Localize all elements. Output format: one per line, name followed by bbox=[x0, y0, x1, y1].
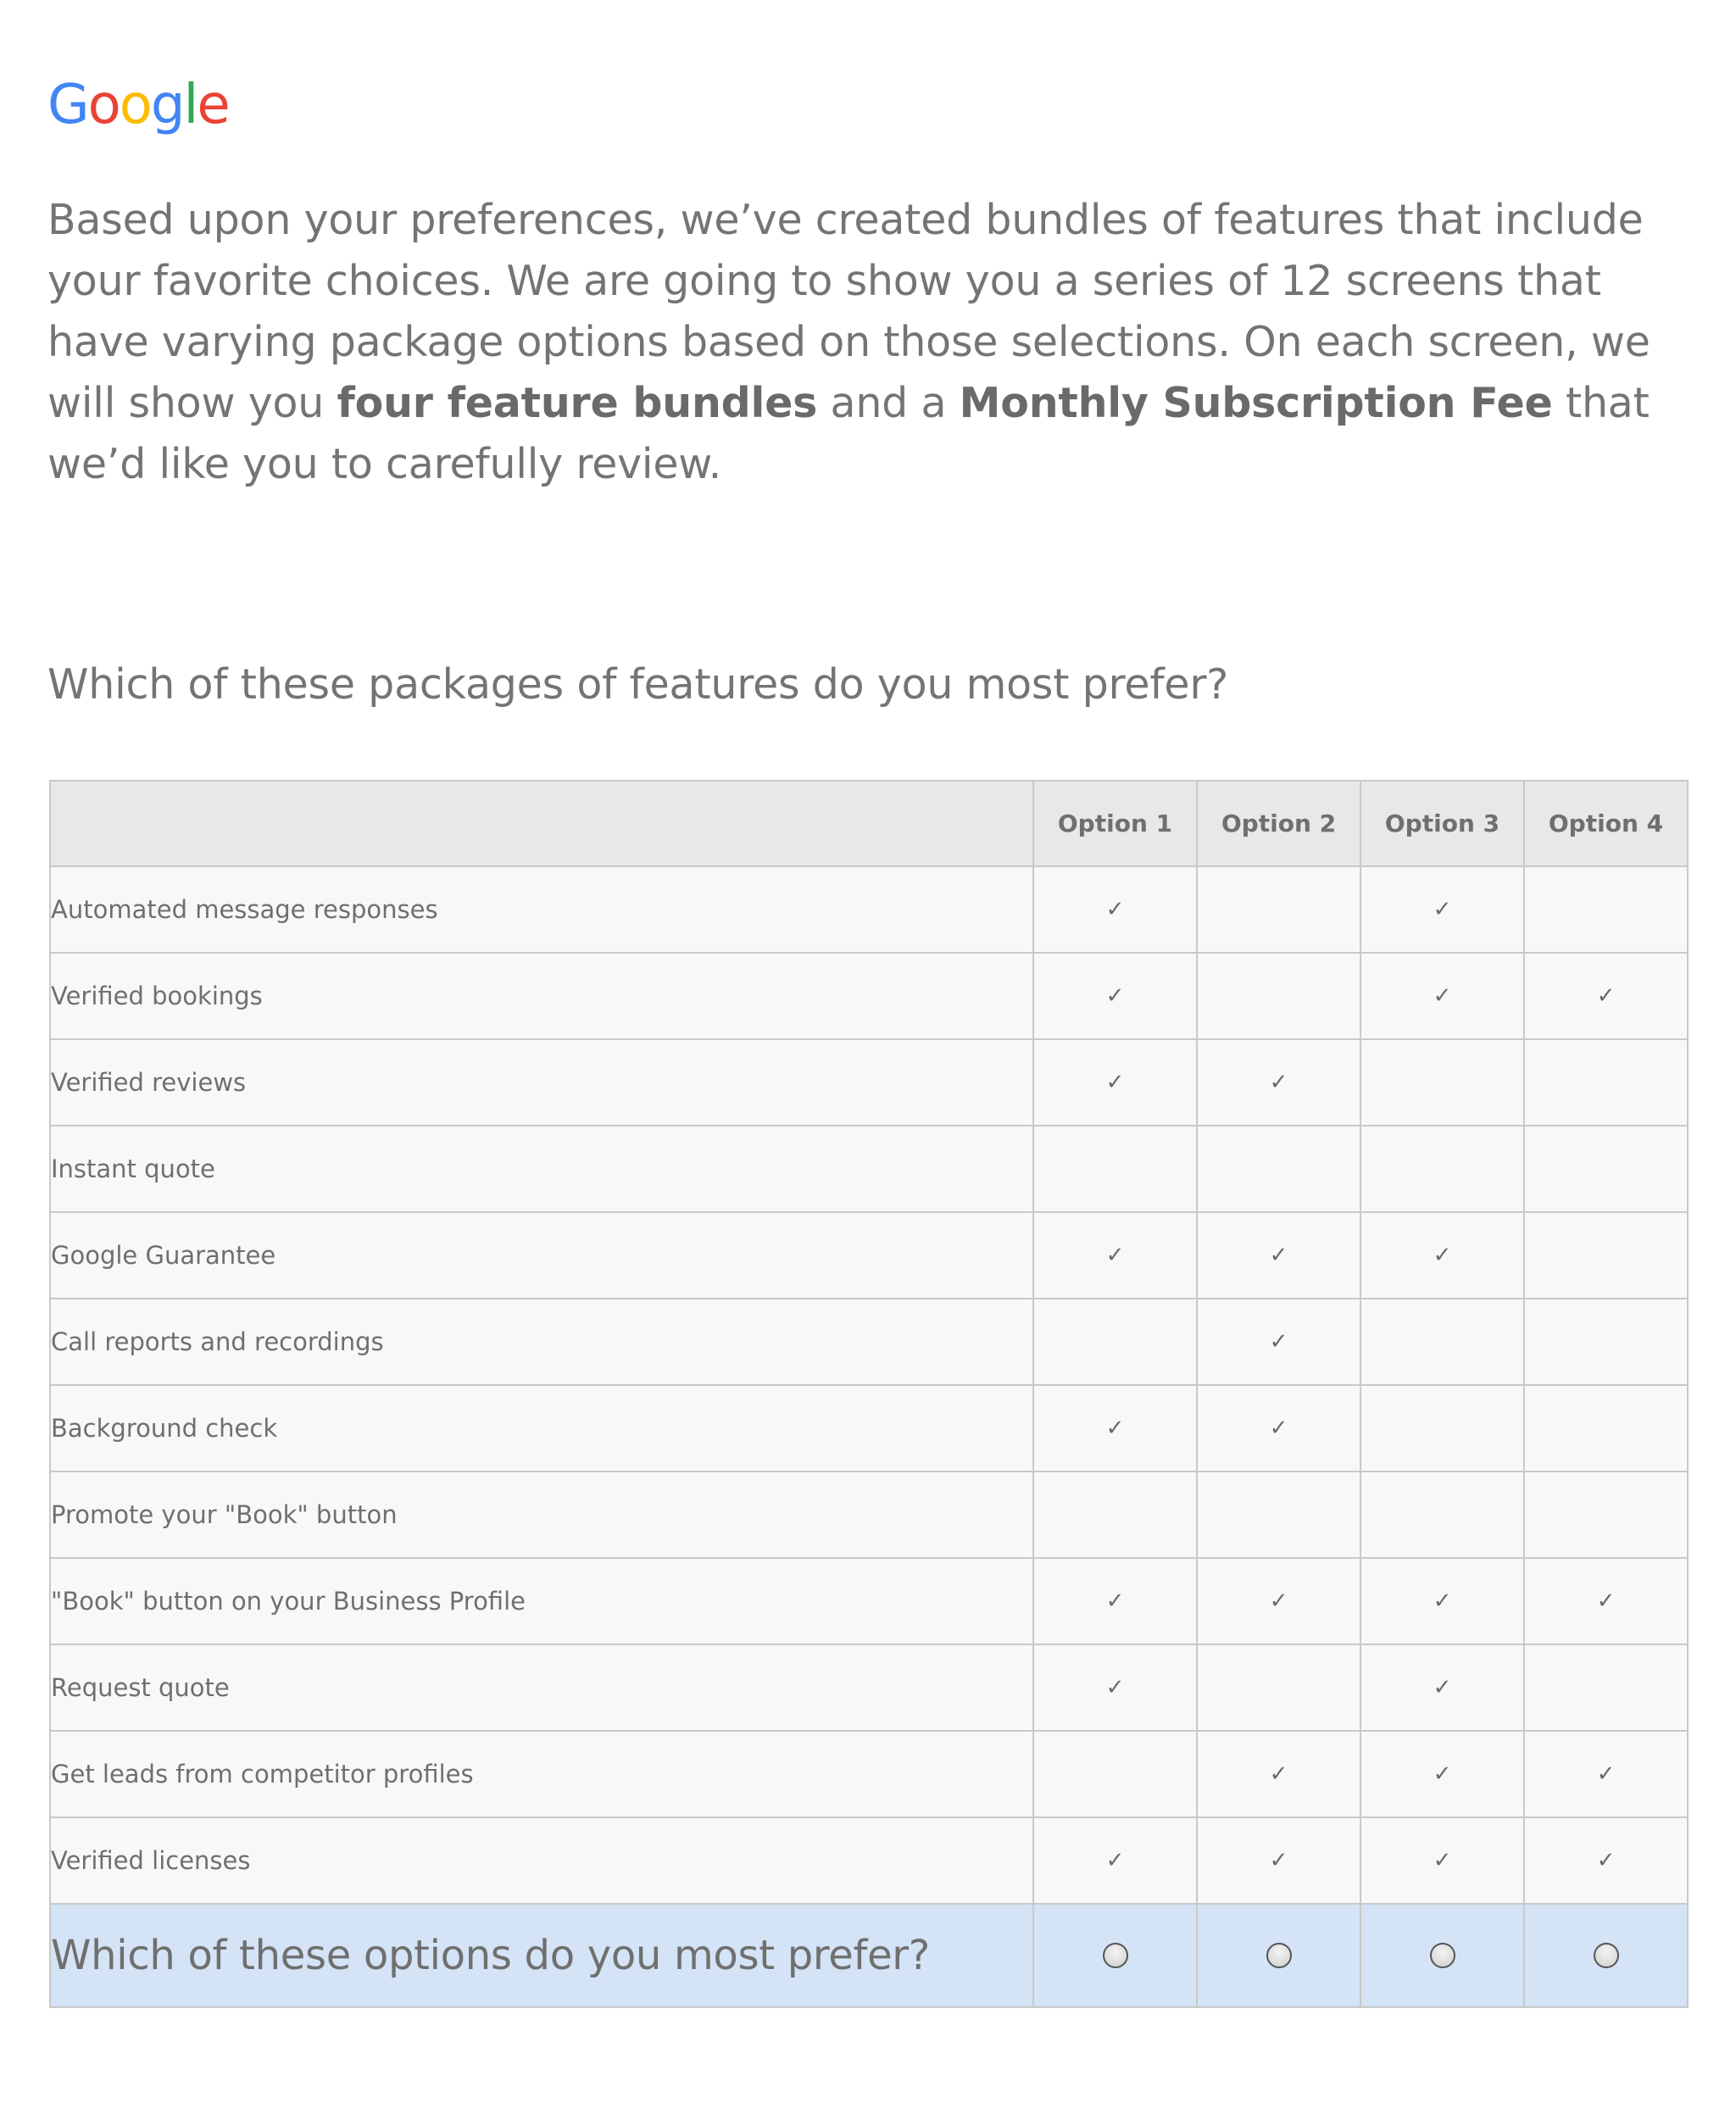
checkmark-icon: ✓ bbox=[1105, 1588, 1125, 1614]
logo-letter: G bbox=[47, 74, 88, 136]
option-2-cell bbox=[1197, 1644, 1360, 1731]
option-1-cell bbox=[1033, 1299, 1197, 1385]
option-3-cell bbox=[1360, 1039, 1524, 1126]
checkmark-icon: ✓ bbox=[1269, 1848, 1288, 1873]
header-option-2: Option 2 bbox=[1197, 781, 1360, 866]
intro-bold-subscription-fee: Monthly Subscription Fee bbox=[959, 379, 1553, 427]
option-4-cell bbox=[1524, 866, 1688, 953]
checkmark-icon: ✓ bbox=[1433, 1243, 1452, 1268]
feature-comparison-table bbox=[49, 780, 1689, 2008]
option-2-cell bbox=[1197, 1731, 1360, 1817]
logo-letter: g bbox=[150, 74, 184, 136]
feature-label: Request quote bbox=[50, 1644, 1033, 1731]
option-1-cell bbox=[1033, 1212, 1197, 1299]
checkmark-icon: ✓ bbox=[1105, 1243, 1125, 1268]
option-4-cell bbox=[1524, 1039, 1688, 1126]
option-3-cell bbox=[1360, 1817, 1524, 1904]
checkmark-icon: ✓ bbox=[1433, 1675, 1452, 1700]
feature-label: Call reports and recordings bbox=[50, 1299, 1033, 1385]
table-row bbox=[50, 866, 1688, 953]
checkmark-icon: ✓ bbox=[1269, 1761, 1288, 1787]
option-3-radio-cell bbox=[1360, 1904, 1524, 2007]
feature-label: Automated message responses bbox=[50, 866, 1033, 953]
table-row bbox=[50, 1299, 1688, 1385]
header-option-1: Option 1 bbox=[1033, 781, 1197, 866]
answer-row bbox=[50, 1904, 1688, 2007]
option-4-cell bbox=[1524, 1471, 1688, 1558]
feature-label: Google Guarantee bbox=[50, 1212, 1033, 1299]
option-4-cell bbox=[1524, 1299, 1688, 1385]
option-2-cell bbox=[1197, 866, 1360, 953]
option-3-cell bbox=[1360, 1558, 1524, 1644]
feature-label: Get leads from competitor profiles bbox=[50, 1731, 1033, 1817]
checkmark-icon: ✓ bbox=[1433, 897, 1452, 922]
table-row bbox=[50, 1817, 1688, 1904]
option-2-cell bbox=[1197, 953, 1360, 1039]
option-1-radio[interactable] bbox=[1103, 1943, 1128, 1968]
checkmark-icon: ✓ bbox=[1433, 1588, 1452, 1614]
checkmark-icon: ✓ bbox=[1105, 983, 1125, 1009]
option-2-cell bbox=[1197, 1299, 1360, 1385]
intro-text bbox=[47, 190, 1700, 495]
intro-text-part: Based upon your preferences, we’ve created bundles of features that include your favorite choices. We are going to show you a series of 12 screens that have varying package options based on those selections. On each screen, we will show you bbox=[47, 196, 1650, 427]
checkmark-icon: ✓ bbox=[1433, 1761, 1452, 1787]
intro-text-part: that we’d like you to carefully review. bbox=[47, 379, 1650, 488]
option-4-cell bbox=[1524, 1558, 1688, 1644]
option-4-radio-cell bbox=[1524, 1904, 1688, 2007]
table-row bbox=[50, 1385, 1688, 1471]
option-3-cell bbox=[1360, 1126, 1524, 1212]
option-1-cell bbox=[1033, 1385, 1197, 1471]
checkmark-icon: ✓ bbox=[1596, 1761, 1616, 1787]
option-3-cell bbox=[1360, 866, 1524, 953]
option-3-cell bbox=[1360, 1299, 1524, 1385]
table-header-row bbox=[50, 781, 1688, 866]
feature-label: Background check bbox=[50, 1385, 1033, 1471]
option-3-cell bbox=[1360, 1731, 1524, 1817]
checkmark-icon: ✓ bbox=[1433, 983, 1452, 1009]
option-4-cell bbox=[1524, 953, 1688, 1039]
header-option-4: Option 4 bbox=[1524, 781, 1688, 866]
checkmark-icon: ✓ bbox=[1269, 1416, 1288, 1441]
option-3-cell bbox=[1360, 953, 1524, 1039]
option-2-cell bbox=[1197, 1558, 1360, 1644]
option-1-cell bbox=[1033, 1558, 1197, 1644]
option-2-cell bbox=[1197, 1817, 1360, 1904]
option-4-cell bbox=[1524, 1126, 1688, 1212]
table-row bbox=[50, 1644, 1688, 1731]
option-4-cell bbox=[1524, 1212, 1688, 1299]
table-row bbox=[50, 1471, 1688, 1558]
table-row bbox=[50, 1731, 1688, 1817]
option-4-cell bbox=[1524, 1817, 1688, 1904]
option-2-radio-cell bbox=[1197, 1904, 1360, 2007]
option-2-radio[interactable] bbox=[1266, 1943, 1292, 1968]
option-1-cell bbox=[1033, 953, 1197, 1039]
checkmark-icon: ✓ bbox=[1105, 1848, 1125, 1873]
option-3-cell bbox=[1360, 1212, 1524, 1299]
feature-label: Verified licenses bbox=[50, 1817, 1033, 1904]
feature-label: "Book" button on your Business Profile bbox=[50, 1558, 1033, 1644]
option-3-cell bbox=[1360, 1471, 1524, 1558]
feature-label: Verified bookings bbox=[50, 953, 1033, 1039]
table-row bbox=[50, 953, 1688, 1039]
logo-letter: e bbox=[197, 74, 229, 136]
option-4-cell bbox=[1524, 1385, 1688, 1471]
checkmark-icon: ✓ bbox=[1269, 1588, 1288, 1614]
table-row bbox=[50, 1558, 1688, 1644]
option-4-radio[interactable] bbox=[1594, 1943, 1619, 1968]
table-body bbox=[50, 866, 1688, 2007]
option-3-cell bbox=[1360, 1644, 1524, 1731]
feature-label: Instant quote bbox=[50, 1126, 1033, 1212]
feature-label: Promote your "Book" button bbox=[50, 1471, 1033, 1558]
checkmark-icon: ✓ bbox=[1596, 1848, 1616, 1873]
checkmark-icon: ✓ bbox=[1269, 1070, 1288, 1095]
checkmark-icon: ✓ bbox=[1269, 1329, 1288, 1355]
table-row bbox=[50, 1126, 1688, 1212]
table-row bbox=[50, 1212, 1688, 1299]
option-3-cell bbox=[1360, 1385, 1524, 1471]
option-1-cell bbox=[1033, 1731, 1197, 1817]
checkmark-icon: ✓ bbox=[1105, 1416, 1125, 1441]
option-1-cell bbox=[1033, 1644, 1197, 1731]
checkmark-icon: ✓ bbox=[1433, 1848, 1452, 1873]
logo-letter: o bbox=[87, 74, 120, 136]
option-2-cell bbox=[1197, 1212, 1360, 1299]
checkmark-icon: ✓ bbox=[1596, 983, 1616, 1009]
option-2-cell bbox=[1197, 1385, 1360, 1471]
answer-prompt: Which of these options do you most prefer? bbox=[50, 1904, 1033, 2007]
checkmark-icon: ✓ bbox=[1105, 1070, 1125, 1095]
option-1-cell bbox=[1033, 1471, 1197, 1558]
header-option-3: Option 3 bbox=[1360, 781, 1524, 866]
option-2-cell bbox=[1197, 1471, 1360, 1558]
option-4-cell bbox=[1524, 1644, 1688, 1731]
feature-label: Verified reviews bbox=[50, 1039, 1033, 1126]
option-3-radio[interactable] bbox=[1430, 1943, 1455, 1968]
checkmark-icon: ✓ bbox=[1596, 1588, 1616, 1614]
intro-bold-feature-bundles: four feature bundles bbox=[337, 379, 818, 427]
header-feature-column bbox=[50, 781, 1033, 866]
option-1-cell bbox=[1033, 866, 1197, 953]
option-1-cell bbox=[1033, 1817, 1197, 1904]
table-row bbox=[50, 1039, 1688, 1126]
logo-letter: l bbox=[183, 74, 198, 136]
checkmark-icon: ✓ bbox=[1105, 1675, 1125, 1700]
checkmark-icon: ✓ bbox=[1269, 1243, 1288, 1268]
option-1-cell bbox=[1033, 1039, 1197, 1126]
intro-text-part: and a bbox=[817, 379, 960, 427]
google-logo bbox=[47, 74, 229, 136]
option-2-cell bbox=[1197, 1126, 1360, 1212]
option-1-radio-cell bbox=[1033, 1904, 1197, 2007]
logo-letter: o bbox=[119, 74, 151, 136]
option-1-cell bbox=[1033, 1126, 1197, 1212]
option-2-cell bbox=[1197, 1039, 1360, 1126]
option-4-cell bbox=[1524, 1731, 1688, 1817]
question-heading: Which of these packages of features do you most prefer? bbox=[47, 660, 1229, 709]
checkmark-icon: ✓ bbox=[1105, 897, 1125, 922]
